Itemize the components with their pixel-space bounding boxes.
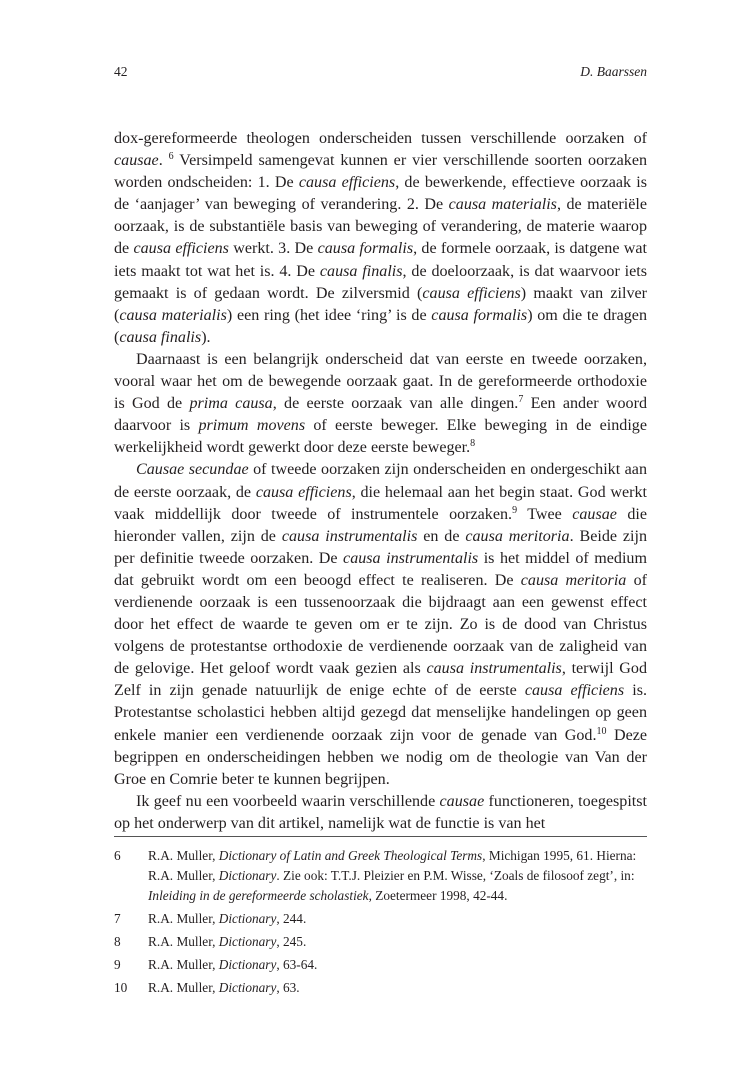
italic-term: causa efficiens (422, 284, 521, 302)
text-run: , Michigan 1995, 61. Hierna: R.A. Muller, (148, 848, 637, 883)
paragraph (114, 349, 647, 459)
text-run: , 63. (276, 980, 300, 995)
text-run: Daarnaast is een belangrijk onderscheid dat van eerste en tweede oorzaken, vooral waar het om de bewegende oorzaak gaat. In de gereformeerde orthodoxie is God de (114, 350, 647, 413)
text-run: werkt. 3. De (228, 240, 318, 258)
italic-term: Dictionary (218, 911, 277, 926)
footnote-ref: 8 (470, 438, 476, 450)
footnotes (114, 846, 647, 1001)
italic-term: causa efficiens (298, 174, 396, 192)
text-run: , de bewerkende, effectieve oorzaak is de ‘aanjager’ van beweging of verandering. 2. De (114, 174, 647, 214)
italic-term: causa efficiens (255, 483, 352, 501)
text-run: dox-gereformeerde theologen onderscheiden tussen verschillende oorzaken of (114, 130, 647, 147)
text-run: , die helemaal aan het begin staat. God werkt vaak middellijk door tweede of instrumentele oorzaken. (114, 483, 648, 523)
footnote (114, 909, 647, 929)
text-run: , 245. (276, 934, 307, 949)
text-run: , 63-64. (276, 957, 318, 972)
italic-term: causa instrumentalis (343, 549, 479, 567)
text-run: , Zoetermeer 1998, 42-44. (368, 888, 508, 903)
italic-term: causa instrumentalis (426, 660, 562, 678)
italic-term: Dictionary (218, 957, 277, 972)
italic-term: primum movens (198, 417, 306, 435)
italic-term: Causae secundae (136, 461, 249, 479)
text-run: ) een ring (het idee ‘ring’ is de (226, 306, 432, 324)
footnote-text (148, 934, 306, 949)
text-run: . Zie ook: T.T.J. Pleizier en P.M. Wisse, ‘Zoals de filosoof zegt’, in: (276, 868, 635, 883)
footnote-divider (114, 836, 647, 837)
italic-term: causa instrumentalis (281, 527, 418, 545)
footnote-number: 7 (114, 911, 121, 926)
italic-term: causa formalis (317, 240, 414, 258)
italic-term: Dictionary (218, 868, 277, 883)
footnote (114, 955, 647, 975)
text-run: . Beide zijn per definitie tweede oorzaken. De (114, 527, 648, 567)
text-run: of verdienende oorzaak is een tussenoorzaak die bijdraagt aan een gewenst effect door het effect de waarde te geven om er te zijn. Zo is de dood van Christus volgens de protestantse orthodoxie de verdienende oorzaak van de zaligheid van de gelovige. Het geloof wordt vaak gezien als (114, 571, 647, 678)
text-run: of tweede oorzaken zijn onderscheiden en ondergeschikt aan de eerste oorzaak, de (114, 461, 647, 501)
text-run: R.A. Muller, (148, 848, 219, 863)
footnote-text (148, 848, 636, 903)
italic-term: Dictionary (218, 980, 277, 995)
italic-term: Dictionary of Latin and Greek Theological Terms (218, 848, 483, 863)
text-run: is. Protestantse scholastici hebben altijd gezegd dat menselijke handelingen op geen enkele manier een verdienende oorzaak zijn voor de genade van God. (114, 682, 647, 744)
paragraph (114, 459, 647, 790)
text-run: Deze begrippen en onderscheidingen hebben we nodig om de theologie van Van der Groe en Comrie beter te kunnen begrijpen. (114, 726, 648, 788)
italic-term: causa materialis (119, 306, 227, 324)
text-run: , de materiële oorzaak, is de substantiële basis van beweging of verandering, de materie waarop de (114, 196, 648, 258)
text-run: die hieronder vallen, zijn de (114, 505, 648, 545)
text-run: ) maakt van zilver ( (114, 284, 647, 324)
italic-term: causa materialis (448, 196, 557, 214)
italic-term: causa meritoria (465, 527, 570, 545)
italic-term: Inleiding in de gereformeerde scholastiek (148, 888, 369, 903)
text-run: R.A. Muller, (148, 957, 219, 972)
italic-term: prima causa (189, 395, 273, 413)
footnote-text (148, 980, 300, 995)
italic-term: causae (439, 792, 485, 810)
text-run: Ik geef nu een voorbeeld waarin verschillende (136, 792, 440, 810)
text-run: R.A. Muller, (148, 980, 219, 995)
text-run: ). (201, 328, 211, 346)
italic-term: Dictionary (218, 934, 277, 949)
text-run: is het middel of medium dat gebruikt wordt om een beoogd effect te realiseren. De (114, 549, 647, 589)
footnote (114, 846, 647, 906)
text-run: en de (417, 527, 466, 545)
text-run: Twee (517, 505, 573, 523)
text-run: , de formele oorzaak, is datgene wat iets maakt tot wat het is. 4. De (114, 240, 648, 280)
running-author: D. Baarssen (580, 64, 647, 79)
text-run: functioneren, toegespitst op het onderwerp van dit artikel, namelijk wat de functie is van het (114, 792, 648, 832)
text-run: ) om die te dragen ( (114, 306, 647, 346)
footnote-number: 6 (114, 848, 121, 863)
text-run: . (158, 152, 169, 170)
paragraph (114, 128, 647, 349)
text-run: Versimpeld samengevat kunnen er vier verschillende soorten oorzaken worden ondscheiden: 1. De (114, 152, 648, 192)
italic-term: causa finalis (319, 262, 403, 280)
text-run: , 244. (276, 911, 307, 926)
footnote-ref: 7 (518, 394, 524, 406)
page-number: 42 (114, 64, 128, 79)
footnote-text (148, 911, 306, 926)
italic-term: causa efficiens (133, 240, 229, 258)
italic-term: causa meritoria (520, 571, 627, 589)
footnote-number: 9 (114, 957, 121, 972)
text-run: , de eerste oorzaak van alle dingen. (272, 395, 519, 413)
footnote (114, 932, 647, 952)
footnote-ref: 10 (596, 725, 607, 737)
text-run: R.A. Muller, (148, 934, 219, 949)
text-run: Een ander woord daarvoor is (114, 395, 648, 435)
text-run: R.A. Muller, (148, 911, 219, 926)
text-run: , terwijl God Zelf in zijn genade natuurlijk de enige echte of de eerste (114, 660, 647, 700)
running-header (114, 64, 647, 84)
italic-term: causae (114, 152, 159, 170)
body-text (114, 128, 647, 835)
footnote (114, 978, 647, 998)
italic-term: causae (572, 505, 617, 523)
text-run: , de doeloorzaak, is dat waarvoor iets gemaakt is of gedaan wordt. De zilversmid ( (114, 262, 647, 302)
italic-term: causa formalis (431, 306, 528, 324)
footnote-text (148, 957, 317, 972)
footnote-ref: 9 (512, 504, 518, 516)
italic-term: causa finalis (119, 328, 202, 346)
footnote-number: 10 (114, 980, 128, 995)
paragraph (114, 791, 647, 835)
text-run: of eerste beweger. Elke beweging in de eindige werkelijkheid wordt gewerkt door deze eerste beweger. (114, 417, 647, 457)
footnote-ref: 6 (168, 151, 174, 163)
footnote-number: 8 (114, 934, 121, 949)
italic-term: causa efficiens (524, 682, 625, 700)
